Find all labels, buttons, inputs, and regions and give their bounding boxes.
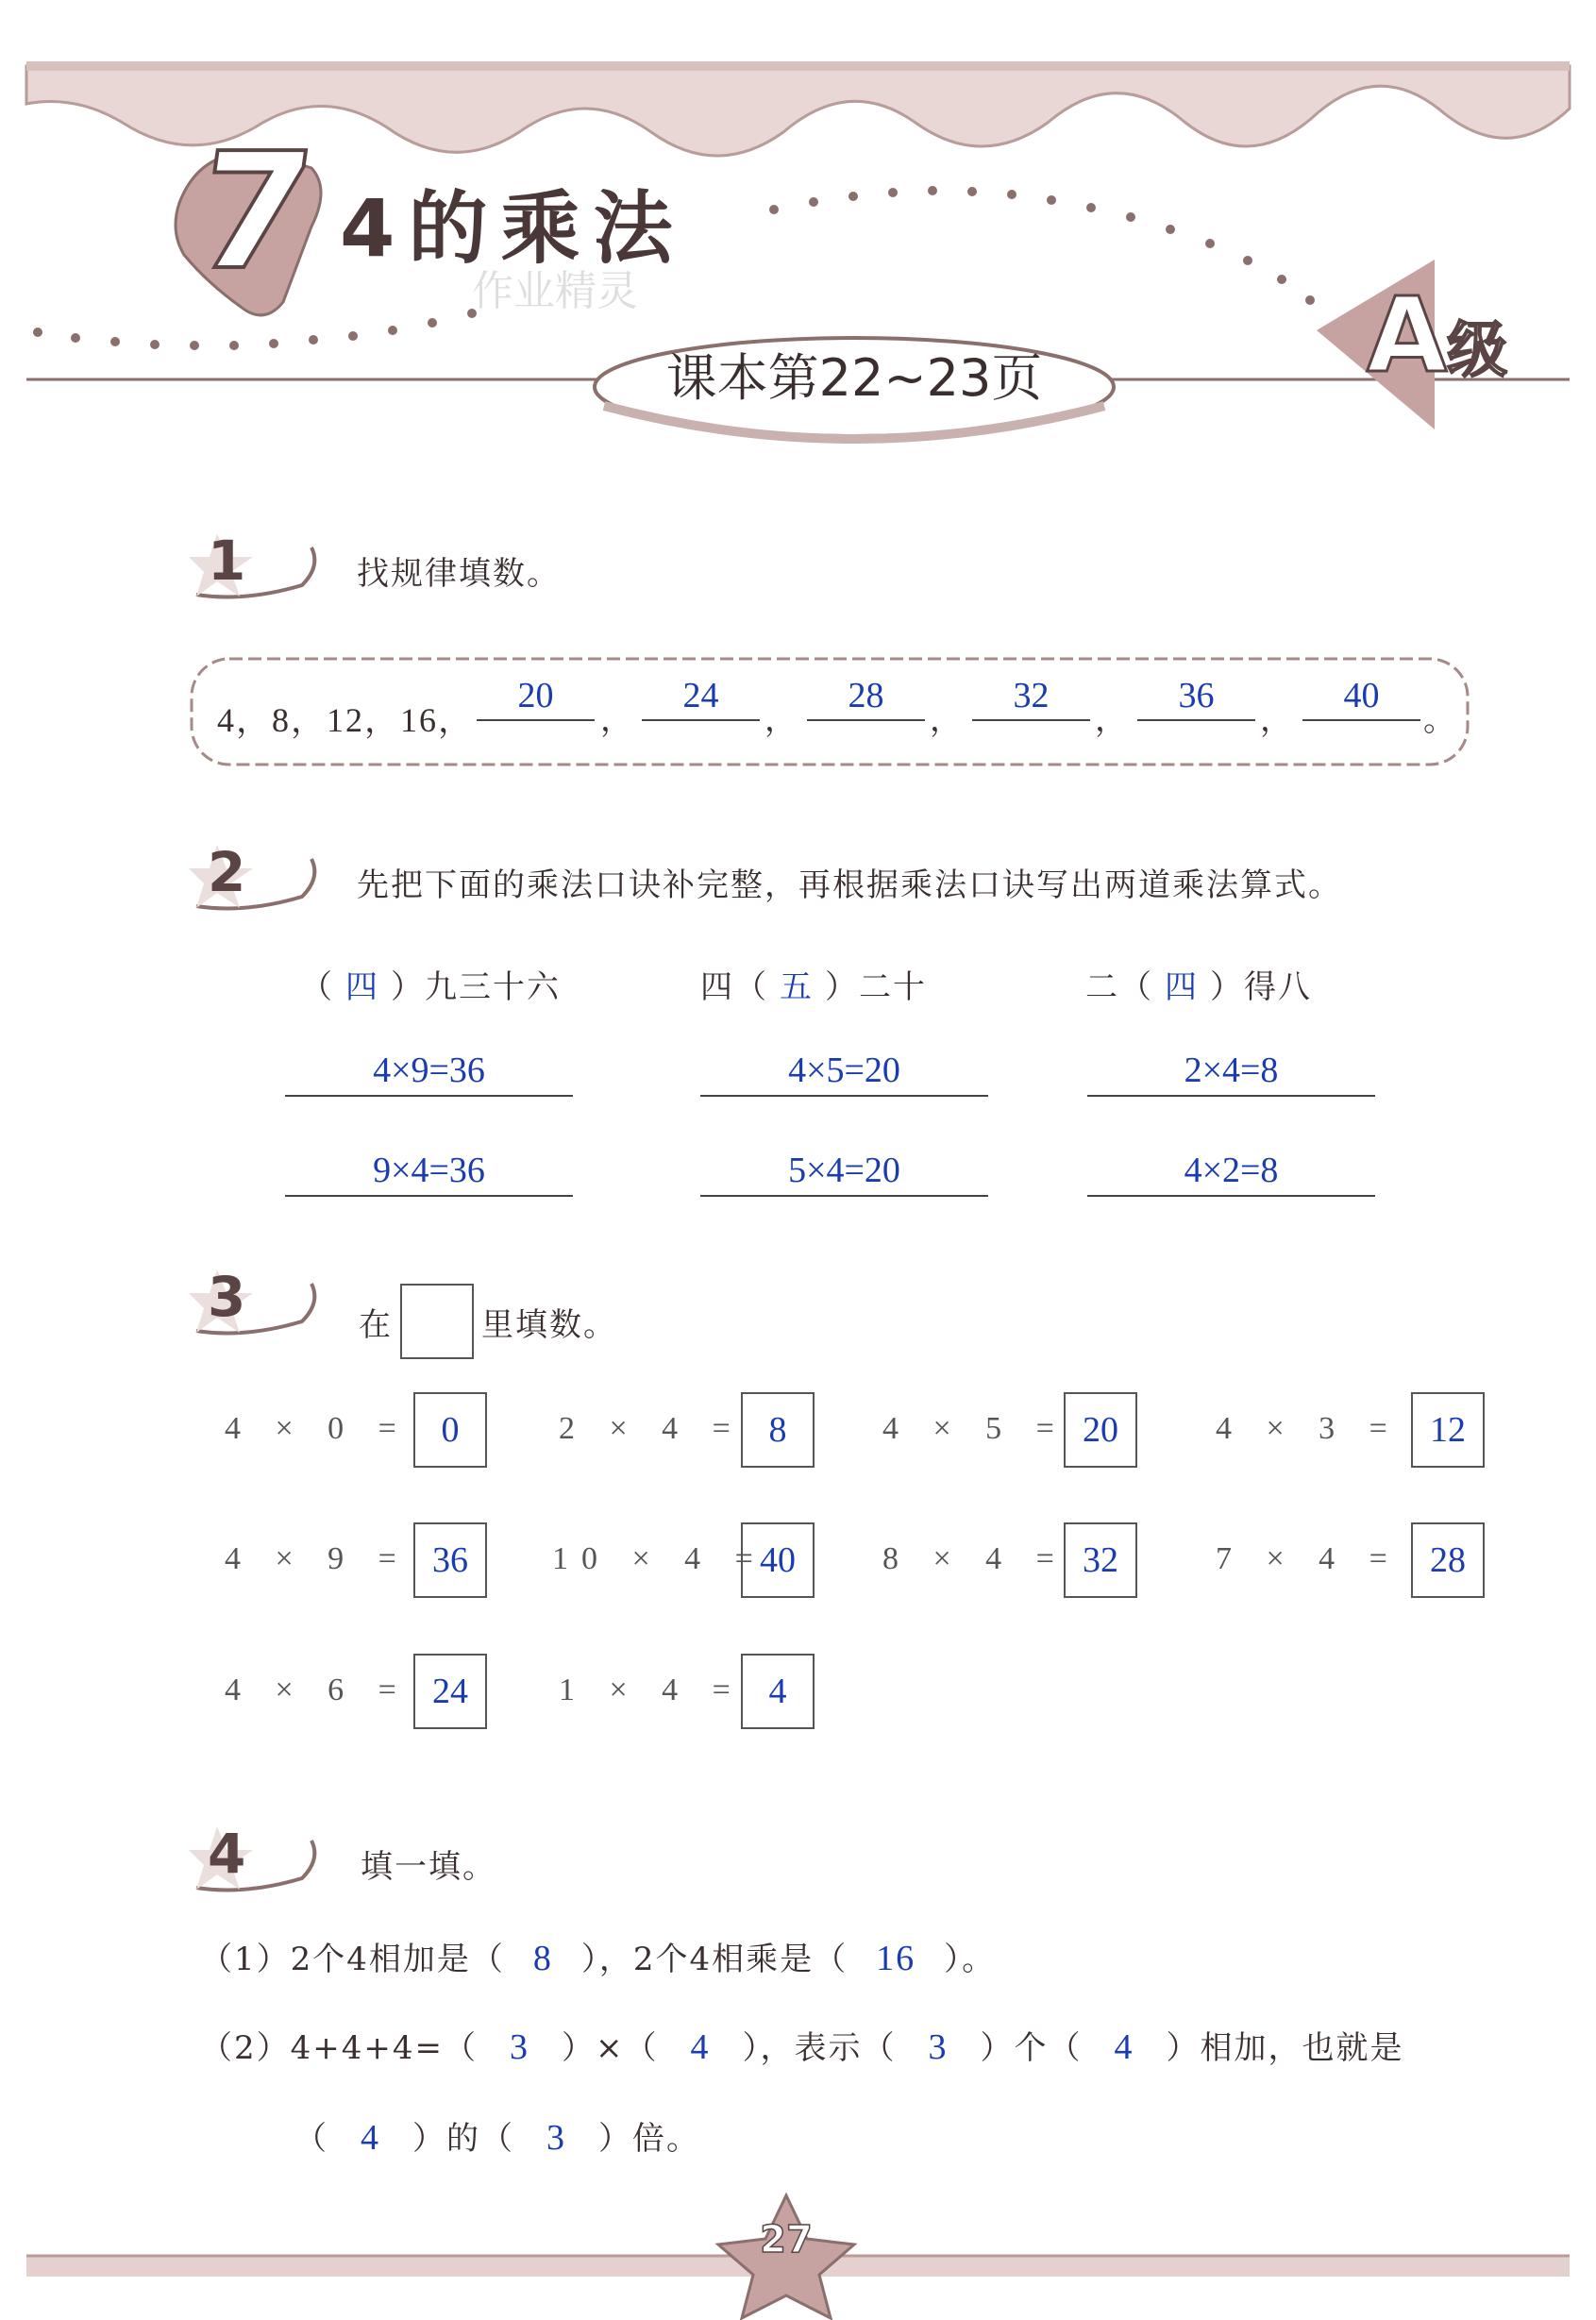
- rhyme-text: 二（: [1085, 968, 1153, 1006]
- fill-answer: 3: [928, 2027, 949, 2067]
- separator: ，: [930, 701, 964, 739]
- rhyme-answer: 四: [1165, 968, 1199, 1006]
- expression: 7 × 4 =: [1216, 1541, 1401, 1576]
- fill-answer: 4: [1114, 2027, 1134, 2067]
- expression: 4 × 0 =: [225, 1411, 410, 1446]
- blank-answer: 28: [807, 672, 925, 721]
- blank-answer: 32: [972, 672, 1090, 721]
- equation-answer: 4×2=8: [1087, 1146, 1375, 1197]
- question-number: 3: [208, 1265, 246, 1329]
- blank-answer: 40: [1302, 672, 1420, 721]
- fill-text: ）倍。: [598, 2120, 700, 2158]
- question-number: 2: [208, 840, 246, 904]
- lesson-number: 7: [185, 119, 324, 306]
- question-4-badge: [189, 1822, 302, 1888]
- answer-box: 4: [741, 1654, 815, 1729]
- rhyme-1: [300, 961, 561, 1007]
- separator: ，: [1260, 701, 1294, 739]
- answer-box: 0: [413, 1392, 487, 1468]
- fill-answer: 4: [690, 2027, 711, 2067]
- answer-box: 8: [741, 1392, 815, 1468]
- page-number: 27: [760, 2218, 813, 2261]
- fill-line-3: [294, 2112, 700, 2159]
- fill-answer: 3: [510, 2027, 529, 2067]
- page-reference: 课本第22~23页: [665, 348, 1043, 408]
- question-2-prompt: 先把下面的乘法口诀补完整，再根据乘法口诀写出两道乘法算式。: [357, 866, 1342, 904]
- fill-text: ）个（: [980, 2029, 1083, 2067]
- level-badge: [1367, 275, 1508, 395]
- rhyme-2: [700, 961, 927, 1007]
- fill-text: ）的（: [412, 2120, 514, 2158]
- expression: 1 × 4 =: [559, 1673, 744, 1707]
- expression: 4 × 3 =: [1216, 1411, 1401, 1446]
- question-4-prompt: 填一填。: [361, 1848, 496, 1886]
- blank-answer: 36: [1137, 672, 1255, 721]
- expression: 4 × 6 =: [225, 1673, 410, 1707]
- fill-text: ）×（: [562, 2029, 659, 2067]
- rhyme-text: ）二十: [825, 968, 927, 1006]
- fill-answer: 16: [876, 1939, 916, 1978]
- blank-answer: 24: [642, 672, 760, 721]
- fill-text: ）。: [944, 1941, 997, 1978]
- fill-answer: 3: [546, 2118, 566, 2158]
- equation-answer: 9×4=36: [285, 1146, 573, 1197]
- question-1-badge: [189, 529, 302, 595]
- rhyme-text: ）得八: [1210, 968, 1312, 1006]
- period: 。: [1423, 701, 1457, 739]
- question-2-badge: [189, 840, 302, 906]
- empty-box-icon: [400, 1284, 474, 1359]
- fill-line-1: [200, 1933, 996, 1979]
- separator: ，: [764, 701, 798, 739]
- prompt-text: 里填数。: [481, 1305, 617, 1344]
- rhyme-answer: 五: [780, 968, 814, 1006]
- separator: ，: [1095, 701, 1129, 739]
- answer-box: 28: [1411, 1522, 1485, 1598]
- question-number: 4: [208, 1822, 246, 1886]
- fill-text: ），表示（: [742, 2029, 897, 2067]
- equation-answer: 5×4=20: [700, 1146, 988, 1197]
- question-number: 1: [208, 529, 246, 593]
- answer-box: 20: [1064, 1392, 1137, 1468]
- equation-answer: 2×4=8: [1087, 1046, 1375, 1097]
- expression: 4 × 9 =: [225, 1541, 410, 1576]
- rhyme-text: （: [300, 968, 334, 1006]
- fill-answer: 4: [361, 2118, 380, 2158]
- blank-answer: 20: [477, 672, 595, 721]
- equation-answer: 4×5=20: [700, 1046, 988, 1097]
- fill-text: （1）2个4相加是（: [200, 1941, 505, 1978]
- fill-text: （: [294, 2120, 328, 2158]
- rhyme-text: ）九三十六: [391, 968, 561, 1006]
- question-1-prompt: 找规律填数。: [357, 555, 561, 593]
- rhyme-answer: 四: [345, 968, 379, 1006]
- sequence-given: 4，8，12，16，: [217, 701, 475, 739]
- level-suffix: 级: [1447, 316, 1508, 386]
- question-3-prompt: [359, 1284, 617, 1359]
- fill-line-2: [200, 2022, 1404, 2068]
- expression: 4 × 5 =: [882, 1411, 1067, 1446]
- answer-box: 36: [413, 1522, 487, 1598]
- equation-answer: 4×9=36: [285, 1046, 573, 1097]
- expression: 2 × 4 =: [559, 1411, 744, 1446]
- page-title: 4的乘法: [340, 182, 686, 275]
- expression: 10 × 4 =: [552, 1541, 766, 1576]
- fill-text: ），2个4相乘是（: [580, 1941, 848, 1978]
- answer-box: 24: [413, 1654, 487, 1729]
- rhyme-3: [1085, 961, 1312, 1007]
- level-letter: A: [1367, 275, 1448, 395]
- separator: ，: [600, 701, 634, 739]
- fill-text: ）相加，也就是: [1166, 2029, 1404, 2067]
- answer-box: 12: [1411, 1392, 1485, 1468]
- rhyme-text: 四（: [700, 968, 768, 1006]
- fill-answer: 8: [532, 1939, 553, 1978]
- expression: 8 × 4 =: [882, 1541, 1067, 1576]
- watermark: 作业精灵: [472, 267, 638, 315]
- answer-box: 32: [1064, 1522, 1137, 1598]
- answer-box: 40: [741, 1522, 815, 1598]
- prompt-text: 在: [359, 1305, 393, 1344]
- question-3-badge: [189, 1265, 302, 1331]
- fill-text: （2）4+4+4=（: [200, 2029, 478, 2067]
